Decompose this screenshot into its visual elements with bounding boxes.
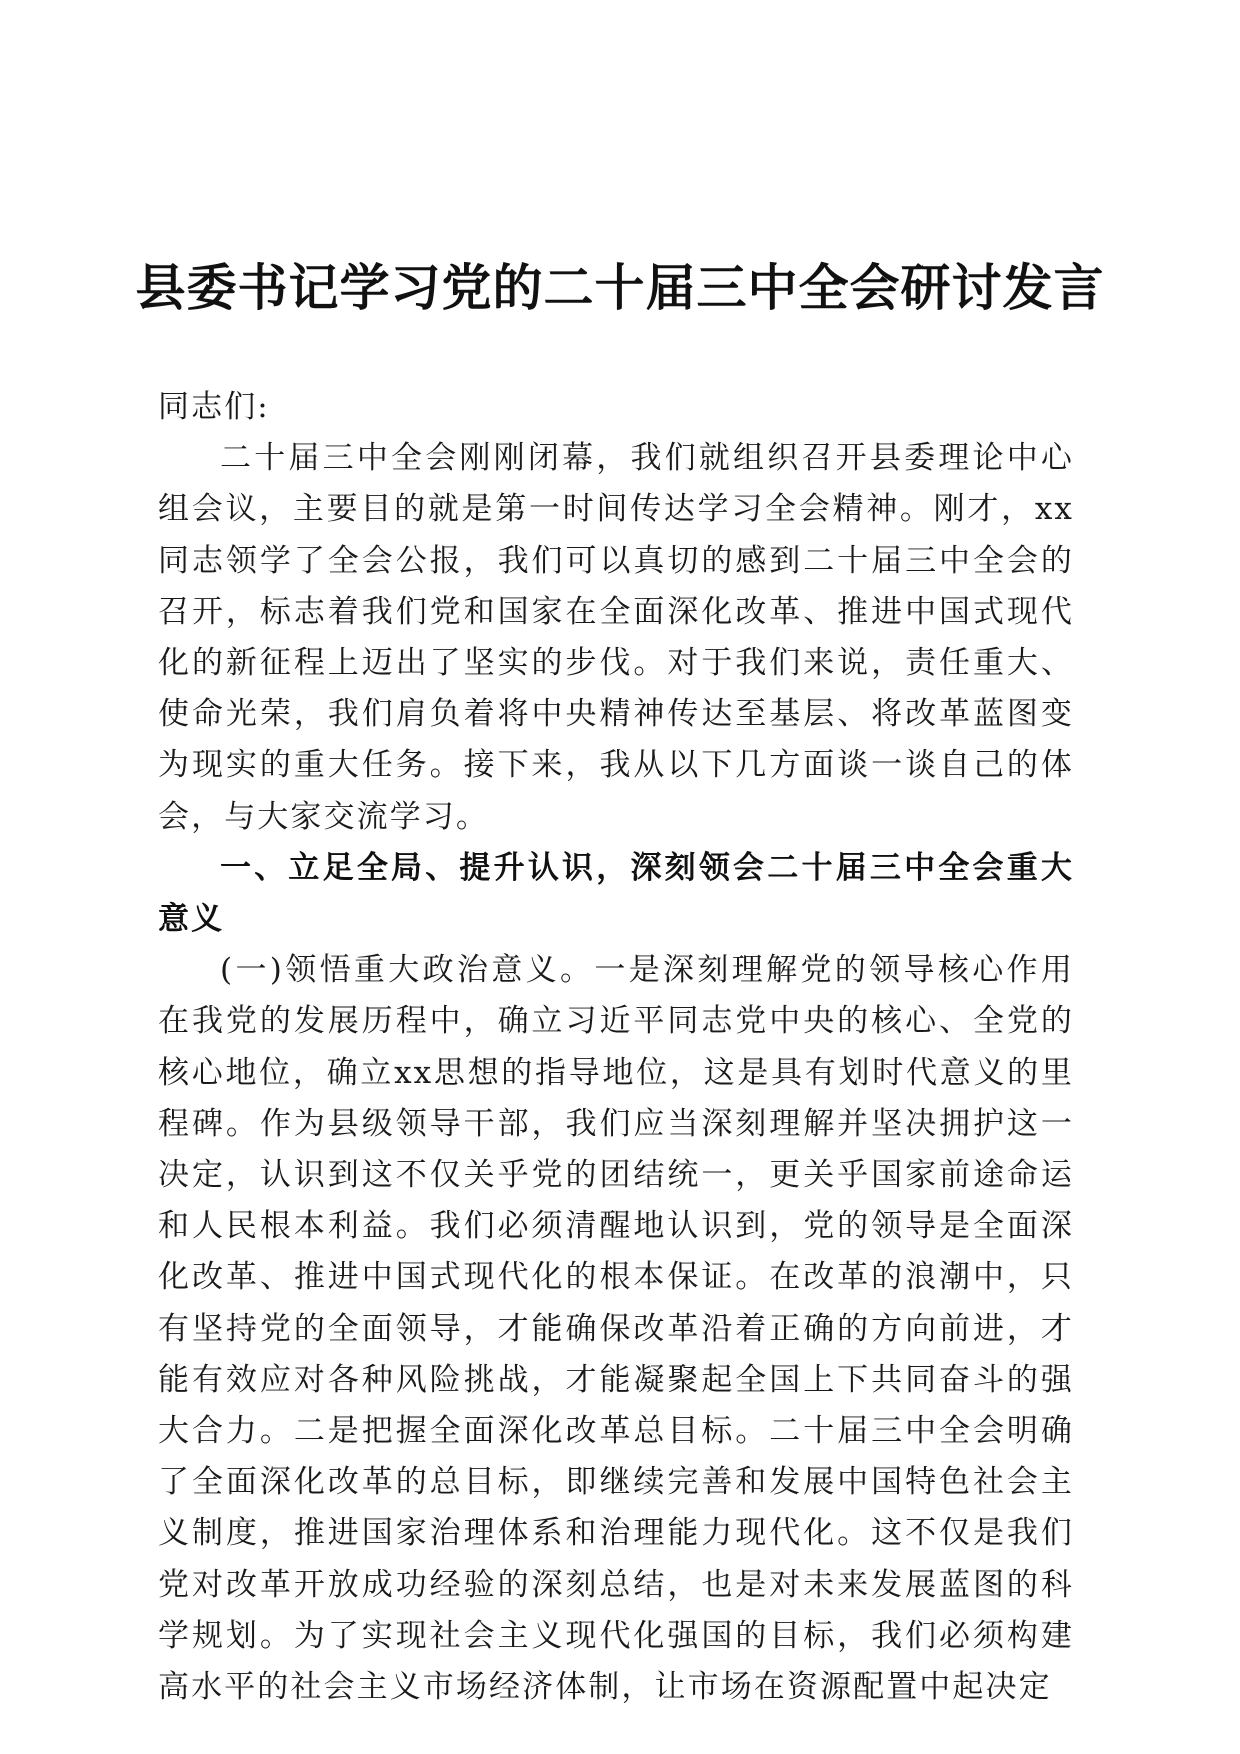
document-body (158, 382, 1074, 1713)
salutation: 同志们: (158, 389, 270, 425)
section-heading: 一、立足全局、提升认识，深刻领会二十届三中全会重大意义 (158, 849, 1074, 938)
document-title: 县委书记学习党的二十届三中全会研讨发言 (135, 258, 1105, 317)
section-paragraph: (一)领悟重大政治意义。一是深刻理解党的领导核心作用在我党的发展历程中，确立习近平同志党中央的核心、全党的核心地位，确立xx思想的指导地位，这是具有划时代意义的里程碑。作为县级领导干部，我们应当深刻理解并坚决拥护这一决定，认识到这不仅关乎党的团结统一，更关乎国家前途命运和人民根本利益。我们必须清醒地认识到，党的领导是全面深化改革、推进中国式现代化的根本保证。在改革的浪潮中，只有坚持党的全面领导，才能确保改革沿着正确的方向前进，才能有效应对各种风险挑战，才能凝聚起全国上下共同奋斗的强大合力。二是把握全面深化改革总目标。二十届三中全会明确了全面深化改革的总目标，即继续完善和发展中国特色社会主义制度，推进国家治理体系和治理能力现代化。这不仅是我们党对改革开放成功经验的深刻总结，也是对未来发展蓝图的科学规划。为了实现社会主义现代化强国的目标，我们必须构建高水平的社会主义市场经济体制，让市场在资源配置中起决定 (158, 952, 1074, 1706)
intro-paragraph: 二十届三中全会刚刚闭幕，我们就组织召开县委理论中心组会议，主要目的就是第一时间传达学习全会精神。刚才，xx同志领学了全会公报，我们可以真切的感到二十届三中全会的召开，标志着我们党和国家在全面深化改革、推进中国式现代化的新征程上迈出了坚实的步伐。对于我们来说，责任重大、使命光荣，我们肩负着将中央精神传达至基层、将改革蓝图变为现实的重大任务。接下来，我从以下几方面谈一谈自己的体会，与大家交流学习。 (158, 440, 1074, 835)
